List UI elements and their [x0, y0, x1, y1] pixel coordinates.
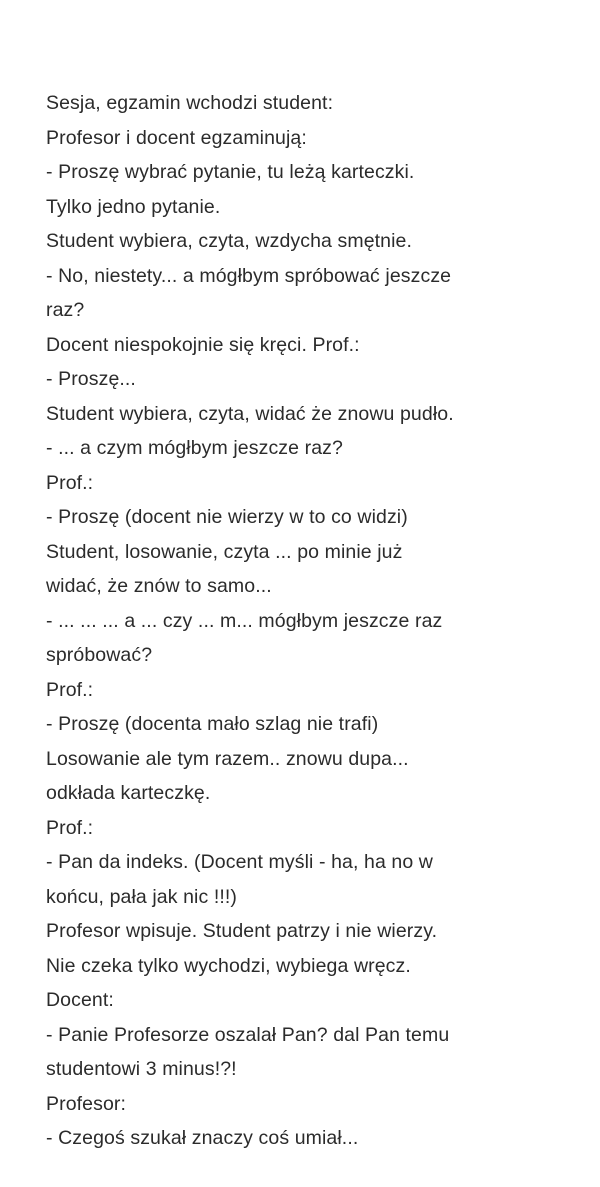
- text-line: Profesor:: [46, 1092, 127, 1115]
- text-line: Nie czeka tylko wychodzi, wybiega wręcz.: [46, 954, 411, 977]
- text-line: spróbować?: [46, 644, 153, 666]
- text-line: - ... ... ... a ... czy ... m... mógłbym jeszcze raz: [46, 609, 443, 632]
- text-line: Profesor wpisuje. Student patrzy i nie wierzy.: [46, 920, 438, 942]
- text-line: Profesor i docent egzaminują:: [46, 126, 307, 149]
- text-line: - Proszę wybrać pytanie, tu leżą karteczki.: [46, 161, 415, 183]
- text-line: Docent:: [46, 989, 114, 1011]
- text-line: - Proszę (docenta mało szlag nie trafi): [46, 713, 379, 735]
- text-line: - Proszę...: [46, 368, 136, 390]
- text-line: raz?: [46, 299, 85, 321]
- text-line: - Proszę (docent nie wierzy w to co widzi): [46, 506, 408, 528]
- text-line: Tylko jedno pytanie.: [46, 195, 221, 218]
- text-line: - Pan da indeks. (Docent myśli - ha, ha no w: [46, 851, 433, 873]
- text-line: widać, że znów to samo...: [46, 575, 272, 597]
- text-line: Prof.:: [46, 816, 94, 839]
- text-line: Docent niespokojnie się kręci. Prof.:: [46, 333, 360, 356]
- text-line: Student wybiera, czyta, widać że znowu pudło.: [46, 402, 454, 425]
- text-line: Sesja, egzamin wchodzi student:: [46, 92, 334, 114]
- text-line: Student wybiera, czyta, wzdycha smętnie.: [46, 230, 412, 252]
- text-line: Prof.:: [46, 678, 94, 701]
- text-line: studentowi 3 minus!?!: [46, 1058, 237, 1080]
- text-line: odkłada karteczkę.: [46, 782, 211, 804]
- text-line: - No, niestety... a mógłbym spróbować jeszcze: [46, 264, 452, 287]
- text-line: Prof.:: [46, 471, 94, 494]
- text-line: końcu, pała jak nic !!!): [46, 885, 237, 908]
- text-line: - Czegoś szukał znaczy coś umiał...: [46, 1127, 359, 1149]
- text-line: - Panie Profesorze oszalał Pan? dal Pan temu: [46, 1023, 450, 1046]
- text-line: Losowanie ale tym razem.. znowu dupa...: [46, 747, 409, 770]
- joke-text: [46, 86, 586, 1156]
- text-line: - ... a czym mógłbym jeszcze raz?: [46, 437, 343, 459]
- text-line: Student, losowanie, czyta ... po minie już: [46, 540, 403, 563]
